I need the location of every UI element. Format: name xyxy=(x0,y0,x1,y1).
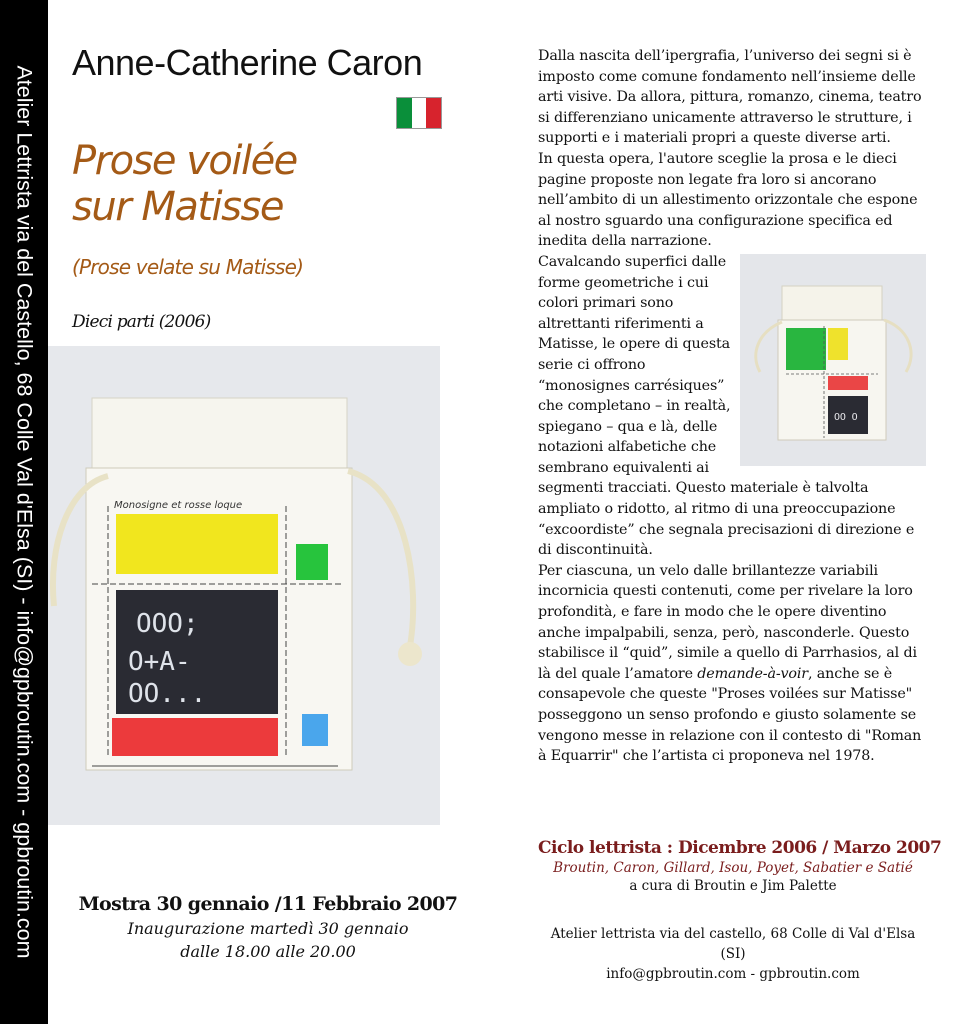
exhibition-subtitle: (Prose velate su Matisse) xyxy=(72,255,304,279)
exhibition-dates: Mostra 30 gennaio /11 Febbraio 2007 xyxy=(78,893,458,915)
description-paragraph-4-end: , anche se è consapevole che queste "Proses voilées sur Matisse" posseggono un senso profondo e giusto solamente se vengono messe in relazione con il contesto di "Roman à Equarrir" che l’artista ci proponeva nel 1978. xyxy=(538,665,922,765)
exhibition-info xyxy=(48,893,488,961)
address-line: Atelier lettrista via del castello, 68 Colle di Val d'Elsa (SI) xyxy=(550,926,916,962)
contact-line: info@gpbroutin.com - gpbroutin.com xyxy=(606,966,860,982)
description-paragraph-4-start: Per ciascuna, un velo dalle brillantezze variabili incornicia questi contenuti, come per rivelare la loro profondità, e fare in modo che le opere diventino anche impalpabili, senza, però, nasconderle. Questo stabilisce il “quid”, simile a quello di Parrhasios, al di là del quale l’amatore xyxy=(538,562,917,682)
artwork-glyphs-1: OOO; xyxy=(136,609,199,639)
description-paragraph-4 xyxy=(538,561,928,767)
exhibition-title xyxy=(72,138,372,230)
flag-red-stripe xyxy=(426,98,441,128)
artwork-glyphs-2: O+A- xyxy=(128,647,191,677)
cycle-artists: Broutin, Caron, Gillard, Isou, Poyet, Sabatier e Satié xyxy=(553,860,913,876)
artwork-thumbnail xyxy=(740,254,926,466)
description-paragraph-3: Cavalcando superfici dalle forme geometriche i cui colori primari sono altrettanti riferimenti a Matisse, le opere di questa serie ci offrono “monosignes carrésiques” che completano – in realtà, spiegano – qua e là, delle notazioni alfabetiche che sembrano equivalenti ai segmenti tracciati. Questo materiale è talvolta ampliato o ridotto, al ritmo di una preoccupazione “excoordiste” che segnala precisazioni di direzione e di discontinuità. xyxy=(538,253,915,559)
artwork-photo xyxy=(48,346,440,825)
flag-white-stripe xyxy=(412,98,427,128)
opening-hours: dalle 18.00 alle 20.00 xyxy=(180,942,356,961)
parts-caption: Dieci parti (2006) xyxy=(72,312,211,332)
flag-green-stripe xyxy=(397,98,412,128)
italian-flag-icon xyxy=(396,97,442,129)
description-paragraph-1: Dalla nascita dell’ipergrafia, l’universo dei segni si è imposto come comune fondamento nell’insieme delle arti visive. Da allora, pittura, romanzo, cinema, teatro si differenziano unicamente attraverso le strutture, i supporti e i materiali propri a queste diverse arti. xyxy=(538,48,922,147)
artwork-glyphs-3: OO... xyxy=(128,679,207,709)
atelier-address xyxy=(538,924,928,984)
description-emphasis: demande-à-voir xyxy=(697,665,808,682)
description-paragraph-2: In questa opera, l'autore sceglie la prosa e le dieci pagine proposte non legate fra loro si ancorano nell’ambito di un allestimento orizzontale che espone al nostro sguardo una configurazione specifica ed inedita della narrazione. xyxy=(538,150,918,250)
artwork-handwritten-note: Monosigne et rosse loque xyxy=(114,500,243,511)
title-line-2: sur Matisse xyxy=(72,184,283,230)
thumbnail-glyphs: OO O xyxy=(834,411,858,423)
contact-sidebar xyxy=(0,0,48,1024)
inauguration-date: Inaugurazione martedì 30 gennaio xyxy=(127,919,409,938)
sidebar-contact-text: Atelier Lettrista via del Castello, 68 Colle Val d'Elsa (SI) - info@gpbroutin.com - gpbroutin.com xyxy=(12,65,37,959)
description-text xyxy=(538,46,928,767)
cycle-info xyxy=(538,838,942,894)
cycle-title: Ciclo lettrista : Dicembre 2006 / Marzo 2007 xyxy=(538,838,942,858)
cycle-curators: a cura di Broutin e Jim Palette xyxy=(629,878,837,894)
title-line-1: Prose voilée xyxy=(72,138,297,184)
artist-name: Anne-Catherine Caron xyxy=(72,42,423,83)
